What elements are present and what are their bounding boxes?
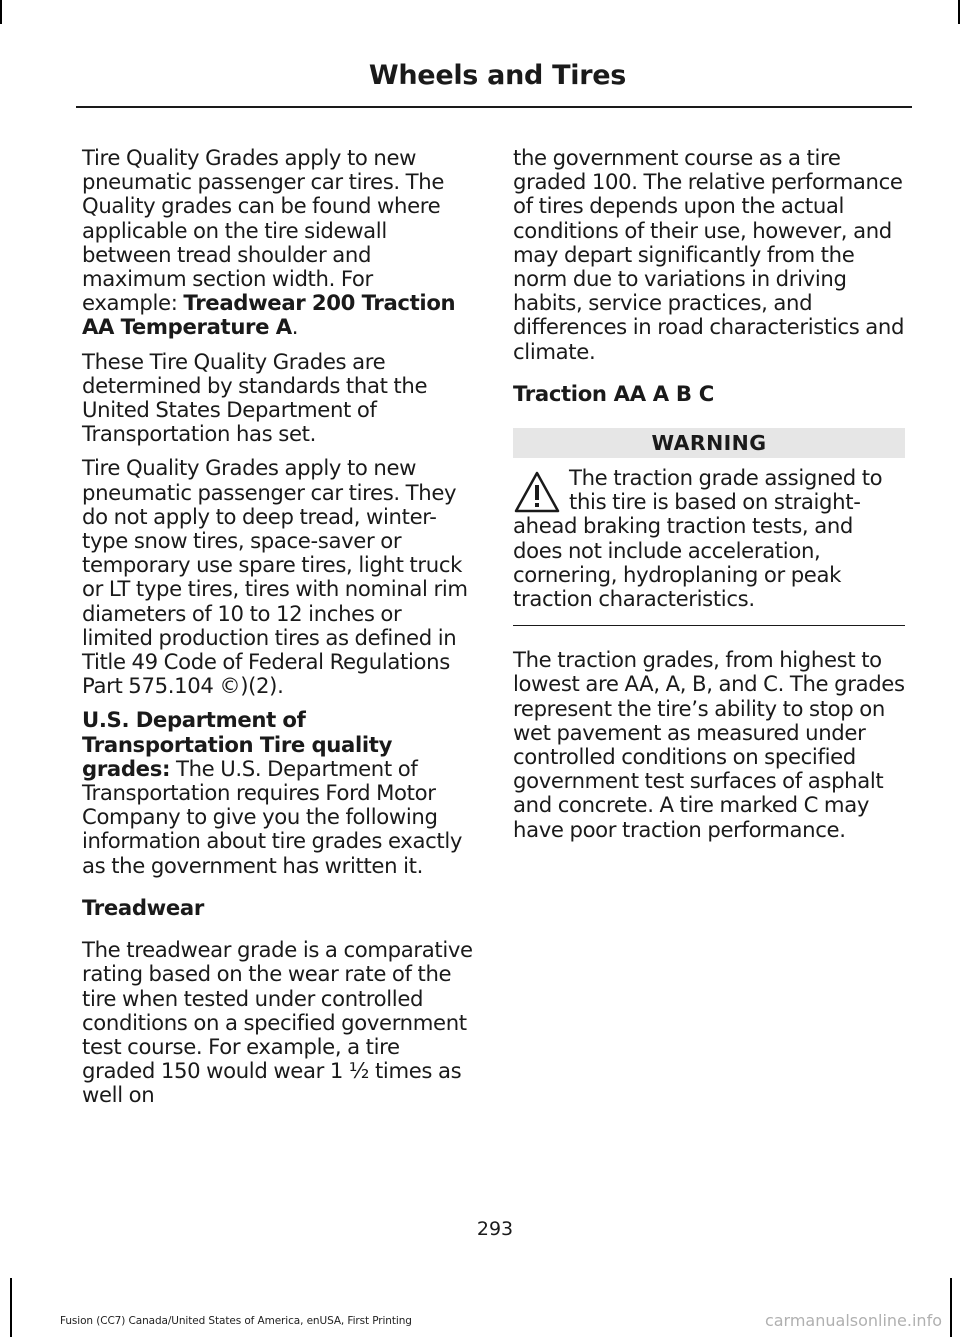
crop-mark-bottom-left (10, 1278, 12, 1337)
warning-triangle-icon (513, 470, 561, 514)
paragraph-traction-grades: The traction grades, from highest to lowest are AA, A, B, and C. The grades represent the tire’s ability to stop on wet pavement as measured under controlled conditions on specified government test surfaces of asphalt and concrete. A tire marked C may have poor traction performance. (513, 647, 905, 842)
crop-mark-top-left (0, 0, 2, 24)
paragraph-treadwear: The treadwear grade is a comparative rating based on the wear rate of the tire when tested under controlled conditions on a specified government test course. For example, a tire graded 150 would wear 1 ½ times as well on (82, 937, 473, 1108)
warning-text: The traction grade assigned to this tire is based on straight-ahead braking traction tests, and does not include acceleration, cornering, hydroplaning or peak traction characteristics. (513, 465, 883, 612)
paragraph-end: . (291, 314, 299, 340)
paragraph-quality-grades (82, 146, 474, 340)
paragraph-treadwear-continued: the government course as a tire graded 100. The relative performance of tires depends upon the actual conditions of their use, however, and may depart significantly from the norm due to variations in driving habits, service practices, and differences in road characteristics and climate. (513, 145, 905, 364)
paragraph-standards: These Tire Quality Grades are determined by standards that the United States Department of Transportation has set. (82, 348, 428, 447)
page-number: 293 (476, 1218, 514, 1240)
treadwear-heading: Treadwear (82, 894, 204, 920)
right-column (513, 146, 905, 852)
paragraph-applicability: Tire Quality Grades apply to new pneumatic passenger car tires. They do not apply to deep tread, winter-type snow tires, space-saver or temporary use spare tires, light truck or LT type tires, tires with nominal rim diameters of 10 to 12 inches or limited production tires as defined in Title 49 Code of Federal Regulations Part 575.104 ©)(2). (82, 455, 468, 699)
paragraph-text: Tire Quality Grades apply to new pneumatic passenger car tires. The Quality grades can be found where applicable on the tire sidewall between tread shoulder and maximum section width. For example: (82, 145, 445, 316)
dot-grades-text: The U.S. Department of Transportation requires Ford Motor Company to give you the following information about tire grades exactly as the government has written it. (82, 755, 463, 878)
warning-box (513, 466, 905, 619)
traction-heading: Traction AA A B C (513, 380, 714, 406)
header-divider (76, 106, 912, 108)
section-title: Wheels and Tires (368, 60, 626, 91)
watermark: carmanualsonline.info (764, 1311, 942, 1330)
dot-grades-heading: U.S. Department of Transportation Tire quality grades: (82, 707, 393, 781)
warning-banner: WARNING (513, 428, 905, 458)
paragraph-dot-grades (82, 708, 474, 877)
crop-mark-bottom-right (950, 1278, 952, 1337)
example-grade-bold: Treadwear 200 Traction AA Temperature A (82, 290, 456, 340)
warning-divider (513, 625, 905, 626)
left-column (82, 146, 474, 1118)
footer-text: Fusion (CC7) Canada/United States of America, enUSA, First Printing (60, 1315, 412, 1327)
